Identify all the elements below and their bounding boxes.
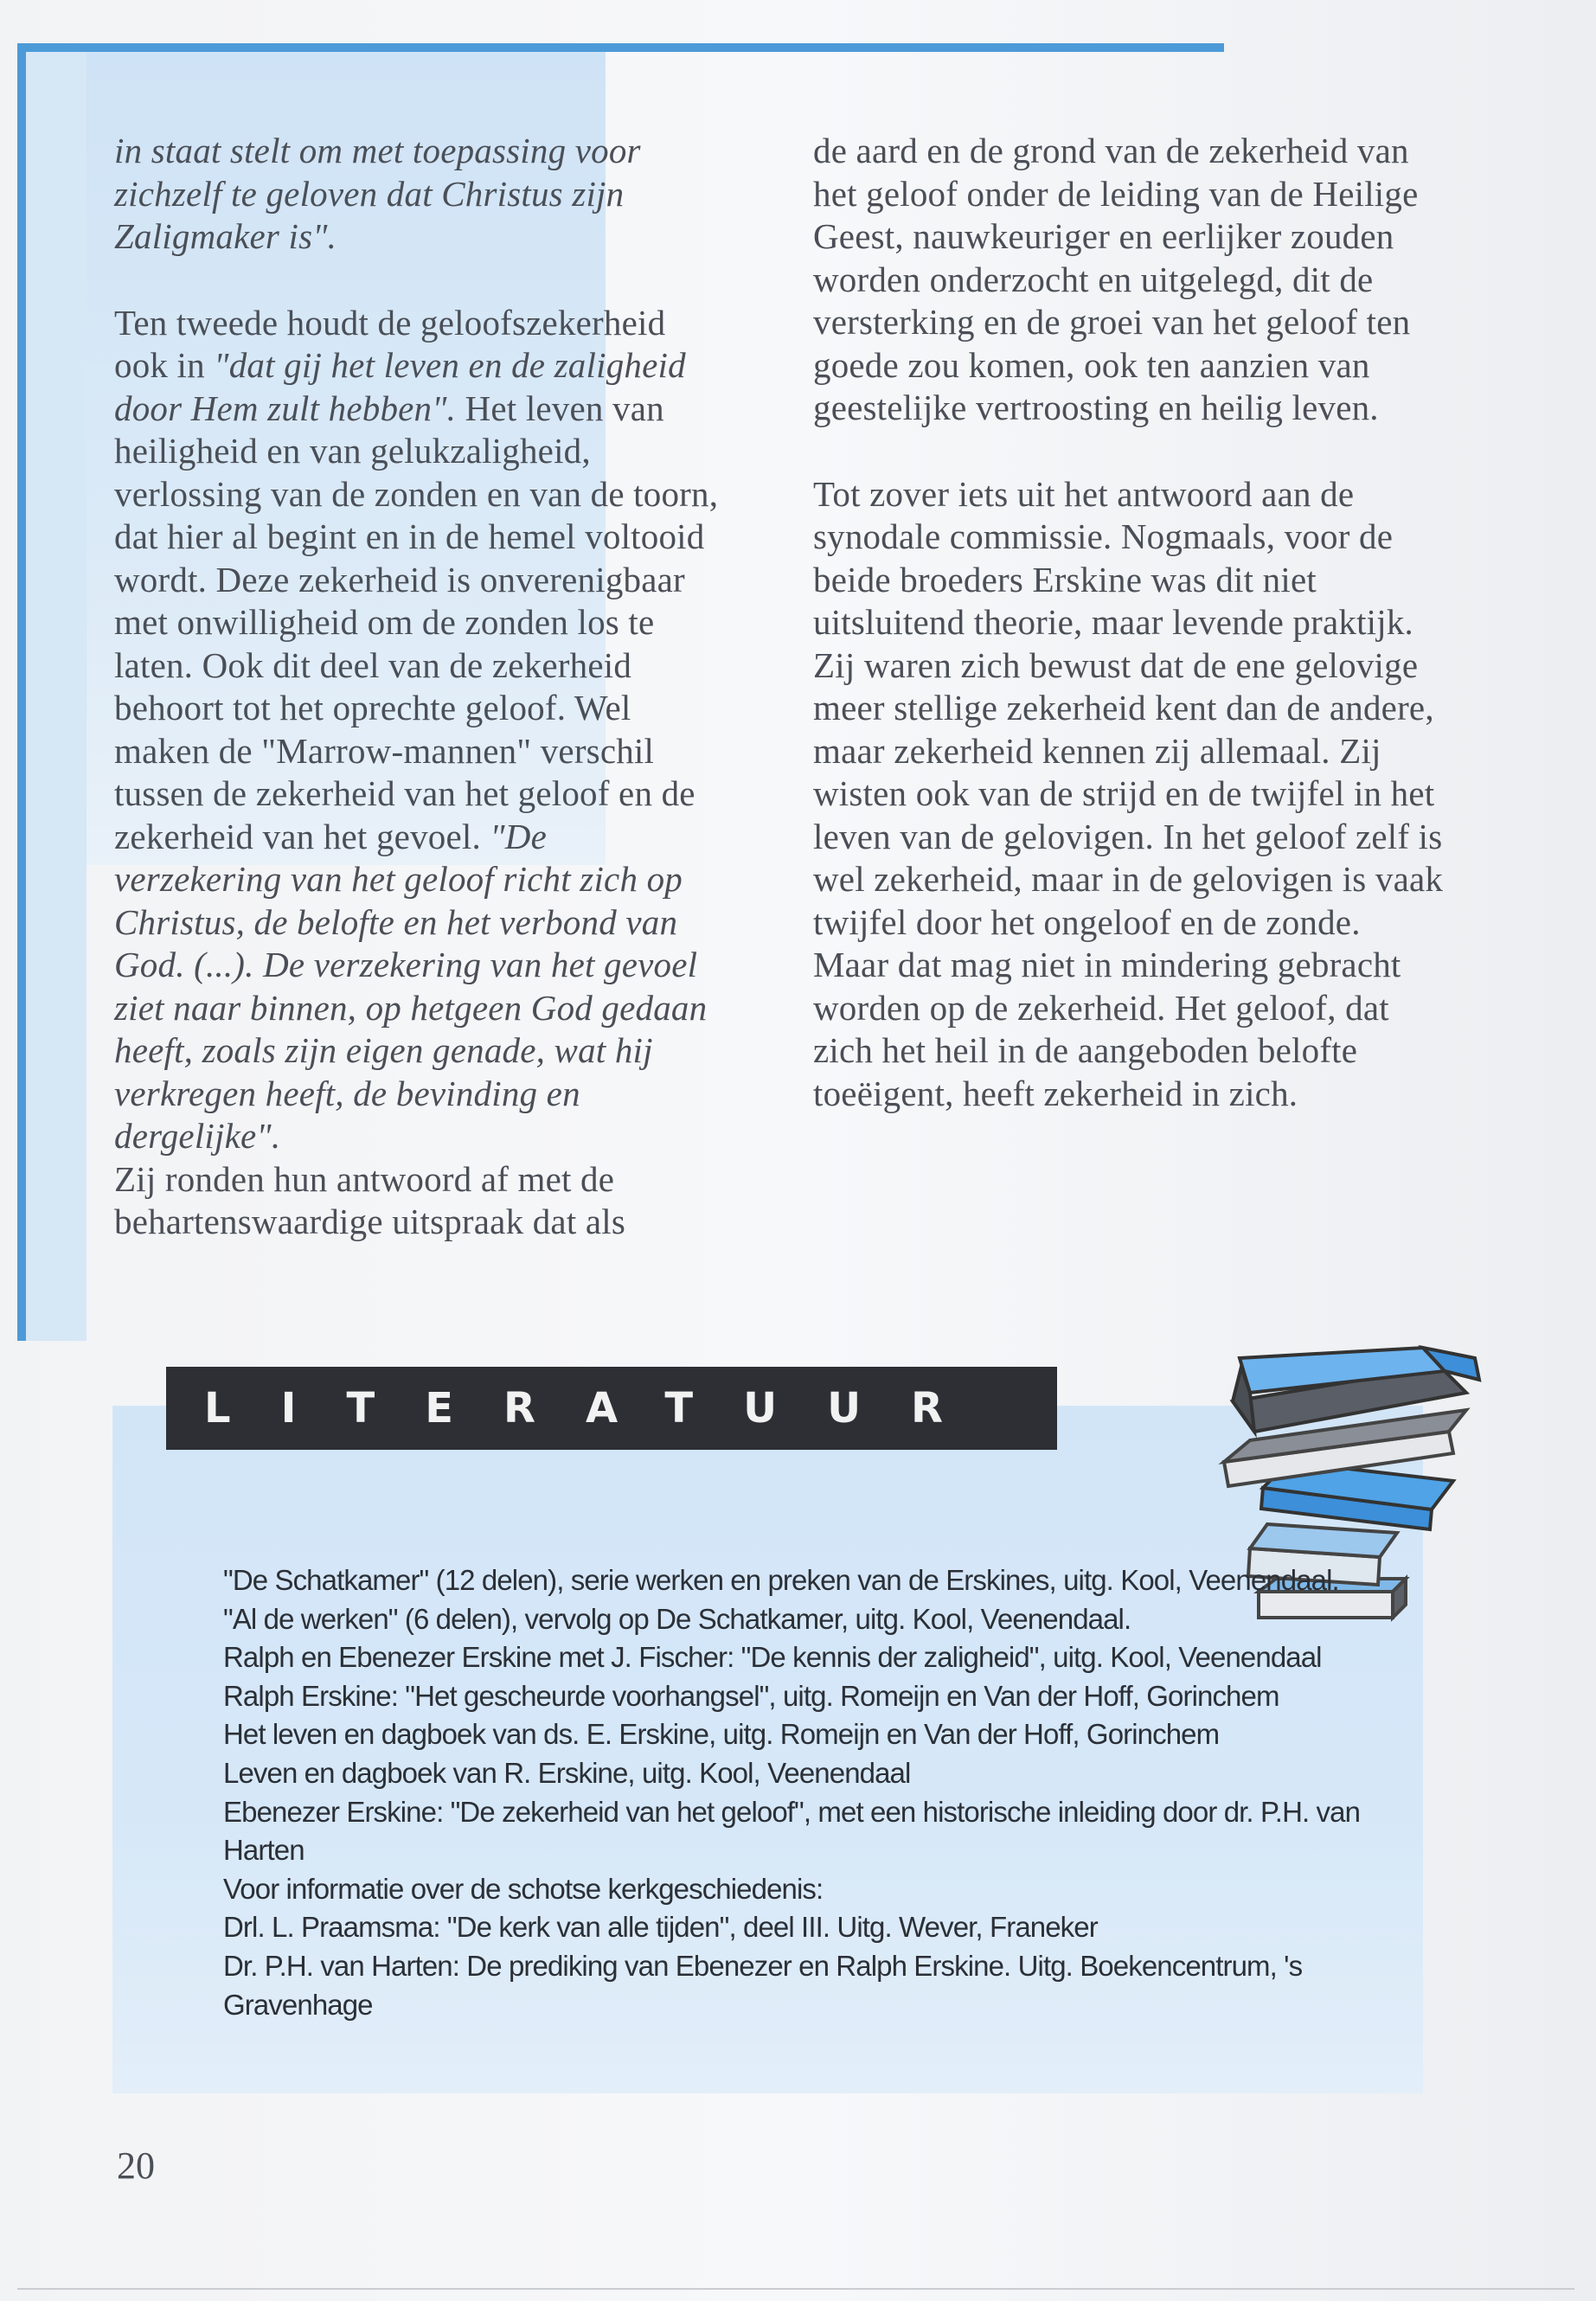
literature-entry: Het leven en dagboek van ds. E. Erskine, uitg. Romeijn en Van der Hoff, Gorinchem	[223, 1718, 1220, 1751]
left-paragraph-2-body: Het leven van heiligheid en van gelukzaligheid, verlossing van de zonden en van de toorn, dat hier al begint en in de hemel voltooid wordt. Deze zekerheid is onverenigbaar met onwilligheid om de zonden los te laten. Ook dit deel van de zekerheid behoort tot het oprechte geloof. Wel maken de "Marrow-mannen" verschil tussen de zekerheid van het geloof en de zekerheid van het gevoel.	[114, 388, 719, 856]
literature-entry: "De Schatkamer" (12 delen), serie werken en preken van de Erskines, uitg. Kool, Veenendaal.	[223, 1564, 1339, 1596]
literature-banner	[166, 1367, 1057, 1450]
literature-entry: Ralph en Ebenezer Erskine met J. Fischer: "De kennis der zaligheid", uitg. Kool, Veenendaal	[223, 1641, 1322, 1674]
literature-entry: Voor informatie over de schotse kerkgeschiedenis:	[223, 1872, 824, 1905]
literature-entry: Ebenezer Erskine: "De zekerheid van het geloof", met een historische inleiding door dr. P.H. van Harten	[223, 1795, 1368, 1867]
literature-entry: Dr. P.H. van Harten: De prediking van Ebenezer en Ralph Erskine. Uitg. Boekencentrum, 's Gravenhage	[223, 1949, 1310, 2021]
right-paragraph-2: Tot zover iets uit het antwoord aan de synodale commissie. Nogmaals, voor de beide broeders Erskine was dit niet uitsluitend theorie, maar levende praktijk. Zij waren zich bewust dat de ene gelovige meer stellige zekerheid kent dan de andere, maar zekerheid kennen zij allemaal. Zij wisten ook van de strijd en de twijfel in het leven van de gelovigen. In het geloof zelf is wel zekerheid, maar in de gelovigen is vaak twijfel door het ongeloof en de zonde. Maar dat mag niet in mindering gebracht worden op de zekerheid. Het geloof, dat zich het heil in de aangeboden belofte toeëigent, heeft zekerheid in zich.	[813, 473, 1444, 1113]
left-paragraph-2-quote2: "De verzekering van het geloof richt zich op Christus, de belofte en het verbond van God. (...). De verzekering van het gevoel ziet naar binnen, op hetgeen God gedaan heeft, zoals zijn eigen genade, wat hij verkregen heeft, de bevinding en dergelijke".	[114, 816, 708, 1156]
left-accent-rule	[17, 43, 26, 1341]
left-blue-strip	[26, 52, 87, 1341]
bottom-edge	[17, 2288, 1574, 2290]
page-number: 20	[117, 2144, 155, 2187]
left-paragraph-2	[114, 302, 720, 1244]
literature-entry: Leven en dagboek van R. Erskine, uitg. Kool, Veenendaal	[223, 1756, 911, 1789]
literature-entry: Ralph Erskine: "Het gescheurde voorhangsel", uitg. Romeijn en Van der Hoff, Gorinchem	[223, 1679, 1279, 1712]
literature-entry: "Al de werken" (6 delen), vervolg op De Schatkamer, uitg. Kool, Veenendaal.	[223, 1602, 1131, 1635]
literature-title: LITERATUUR	[204, 1384, 994, 1433]
literature-list	[223, 1561, 1368, 2024]
left-paragraph-2-end: Zij ronden hun antwoord af met de behartenswaardige uitspraak dat als	[114, 1158, 626, 1241]
left-column	[114, 130, 720, 1244]
right-paragraph-1: de aard en de grond van de zekerheid van het geloof onder de leiding van de Heilige Geest, nauwkeuriger en eerlijker zouden worden onderzocht en uitgelegd, dit de versterking en de groei van het geloof ten goede zou komen, ook ten aanzien van geestelijke vertroosting en heilig leven.	[813, 131, 1419, 427]
left-paragraph-1: in staat stelt om met toepassing voor zichzelf te geloven dat Christus zijn Zaligmaker is".	[114, 131, 641, 256]
top-accent-rule	[17, 43, 1224, 52]
right-column	[813, 130, 1445, 1115]
left-paragraph-2-quote: "dat gij het leven en de zaligheid door Hem zult hebben".	[114, 345, 686, 428]
left-paragraph-2-intro: Ten tweede houdt de geloofszekerheid ook in	[114, 302, 666, 385]
literature-entry: Drl. L. Praamsma: "De kerk van alle tijden", deel III. Uitg. Wever, Franeker	[223, 1911, 1098, 1944]
